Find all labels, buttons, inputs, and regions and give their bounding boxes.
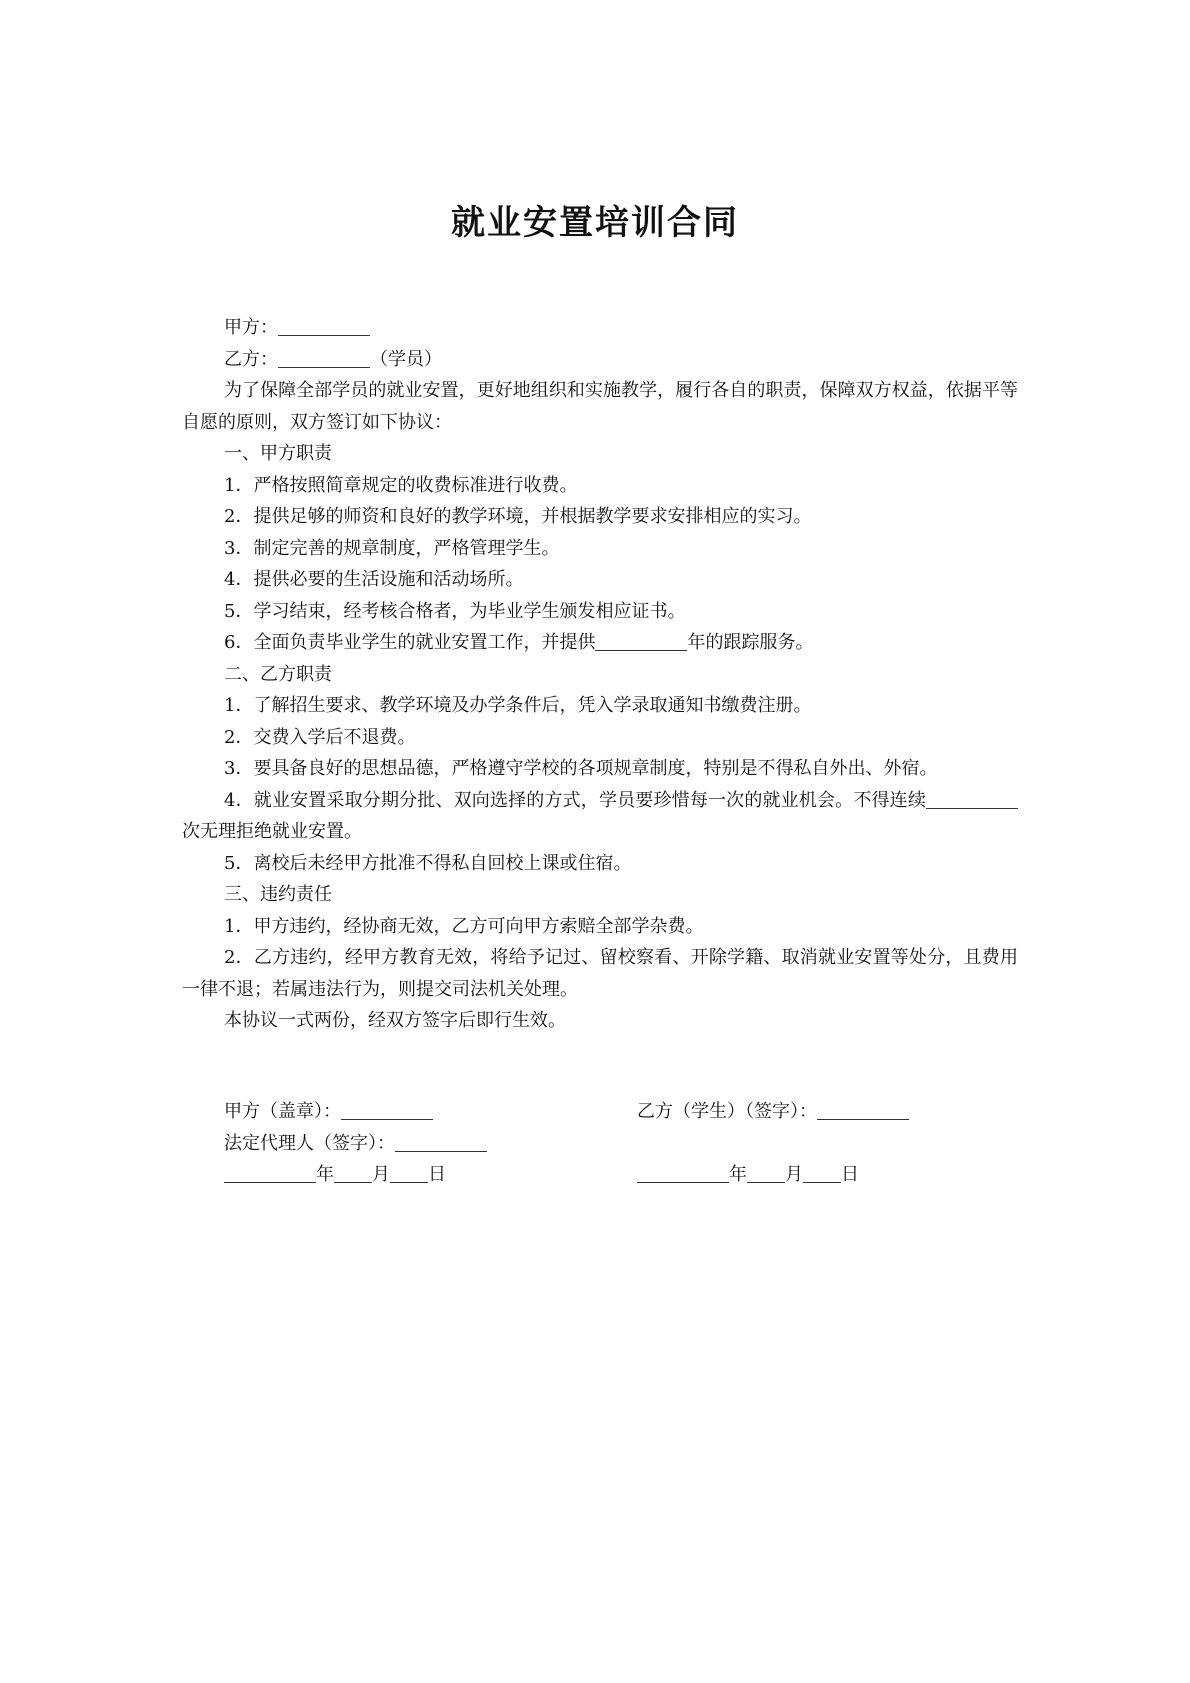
- party-b-line: [182, 344, 1018, 376]
- section1-item-3: 3．制定完善的规章制度，严格管理学生。: [224, 537, 560, 559]
- section2-item-5: 5．离校后未经甲方批准不得私自回校上课或住宿。: [224, 852, 632, 874]
- party-a-seal-label: 甲方（盖章）：: [224, 1101, 341, 1122]
- section1-item-6-before: 6．全面负责毕业学生的就业安置工作，并提供: [224, 632, 596, 653]
- party-b-sign-label: 乙方（学生）（签字）：: [637, 1101, 817, 1122]
- party-b-month-blank: [747, 1160, 785, 1183]
- signature-row-3: [224, 1159, 1024, 1191]
- intro-paragraph: 为了保障全部学员的就业安置，更好地组织和实施教学，履行各自的职责，保障双方权益，依据平等自愿的原则，双方签订如下协议：: [182, 380, 1018, 433]
- closing-statement: 本协议一式两份，经双方签字后即行生效。: [224, 1010, 566, 1031]
- party-b-year-label: 年: [729, 1164, 747, 1185]
- section1-item-2: 2．提供足够的师资和良好的教学环境，并根据教学要求安排相应的实习。: [224, 506, 812, 527]
- party-a-date: [224, 1159, 446, 1191]
- party-a-day-blank: [390, 1160, 428, 1183]
- section1-heading: 一、甲方职责: [224, 443, 332, 464]
- legal-rep-blank: [395, 1129, 487, 1152]
- refusal-count-blank: [926, 786, 1018, 809]
- party-a-year-blank: [224, 1160, 316, 1183]
- document-title: 就业安置培训合同: [451, 203, 739, 243]
- signature-row-2: [224, 1128, 1024, 1160]
- party-a-blank: [278, 313, 370, 336]
- party-b-label: 乙方：: [224, 348, 278, 370]
- party-a-line: [182, 312, 1018, 344]
- legal-rep-label: 法定代理人（签字）：: [224, 1132, 395, 1154]
- party-a-month-blank: [334, 1160, 372, 1183]
- section2-heading: 二、乙方职责: [224, 663, 332, 685]
- party-a-day-label: 日: [428, 1164, 446, 1185]
- section3-heading: 三、违约责任: [224, 884, 332, 905]
- party-a-month-label: 月: [372, 1164, 390, 1185]
- section1-item-1: 1．严格按照简章规定的收费标准进行收费。: [224, 474, 578, 496]
- section2-item-4: [182, 785, 1018, 848]
- section1-item-5: 5．学习结束，经考核合格者，为毕业学生颁发相应证书。: [224, 600, 686, 622]
- legal-rep: [224, 1128, 487, 1160]
- party-b-note: （学员）: [370, 348, 442, 370]
- party-b-sign: [637, 1096, 909, 1128]
- party-b-date: [637, 1159, 859, 1191]
- party-a-year-label: 年: [316, 1164, 334, 1185]
- party-b-day-label: 日: [841, 1164, 859, 1185]
- service-years-blank: [595, 628, 687, 651]
- section2-item-2: 2．交费入学后不退费。: [224, 726, 416, 748]
- section3-item-2: 2．乙方违约，经甲方教育无效，将给予记过、留校察看、开除学籍、取消就业安置等处分，且费用一律不退；若属违法行为，则提交司法机关处理。: [182, 947, 1018, 1000]
- contract-body: [182, 312, 1018, 1037]
- section2-item-3: 3．要具备良好的思想品德，严格遵守学校的各项规章制度，特别是不得私自外出、外宿。: [224, 758, 938, 779]
- section2-item-1: 1．了解招生要求、教学环境及办学条件后，凭入学录取通知书缴费注册。: [224, 695, 812, 716]
- party-b-month-label: 月: [785, 1164, 803, 1185]
- section2-item-4-before: 4．就业安置采取分期分批、双向选择的方式，学员要珍惜每一次的就业机会。不得连续: [224, 789, 926, 811]
- party-b-year-blank: [637, 1160, 729, 1183]
- party-b-blank: [278, 345, 370, 368]
- signature-row-1: [224, 1096, 1024, 1128]
- signature-block: [224, 1096, 1024, 1191]
- section1-item-4: 4．提供必要的生活设施和活动场所。: [224, 569, 524, 590]
- party-b-sign-blank: [817, 1097, 909, 1120]
- section1-item-6-after: 年的跟踪服务。: [687, 632, 814, 653]
- section2-item-4-after: 次无理拒绝就业安置。: [182, 821, 362, 842]
- section1-item-6: [182, 627, 1018, 659]
- party-b-day-blank: [803, 1160, 841, 1183]
- party-a-seal-blank: [341, 1097, 433, 1120]
- party-a-seal: [224, 1096, 433, 1128]
- section3-item-1: 1．甲方违约，经协商无效，乙方可向甲方索赔全部学杂费。: [224, 915, 704, 937]
- party-a-label: 甲方：: [224, 317, 278, 338]
